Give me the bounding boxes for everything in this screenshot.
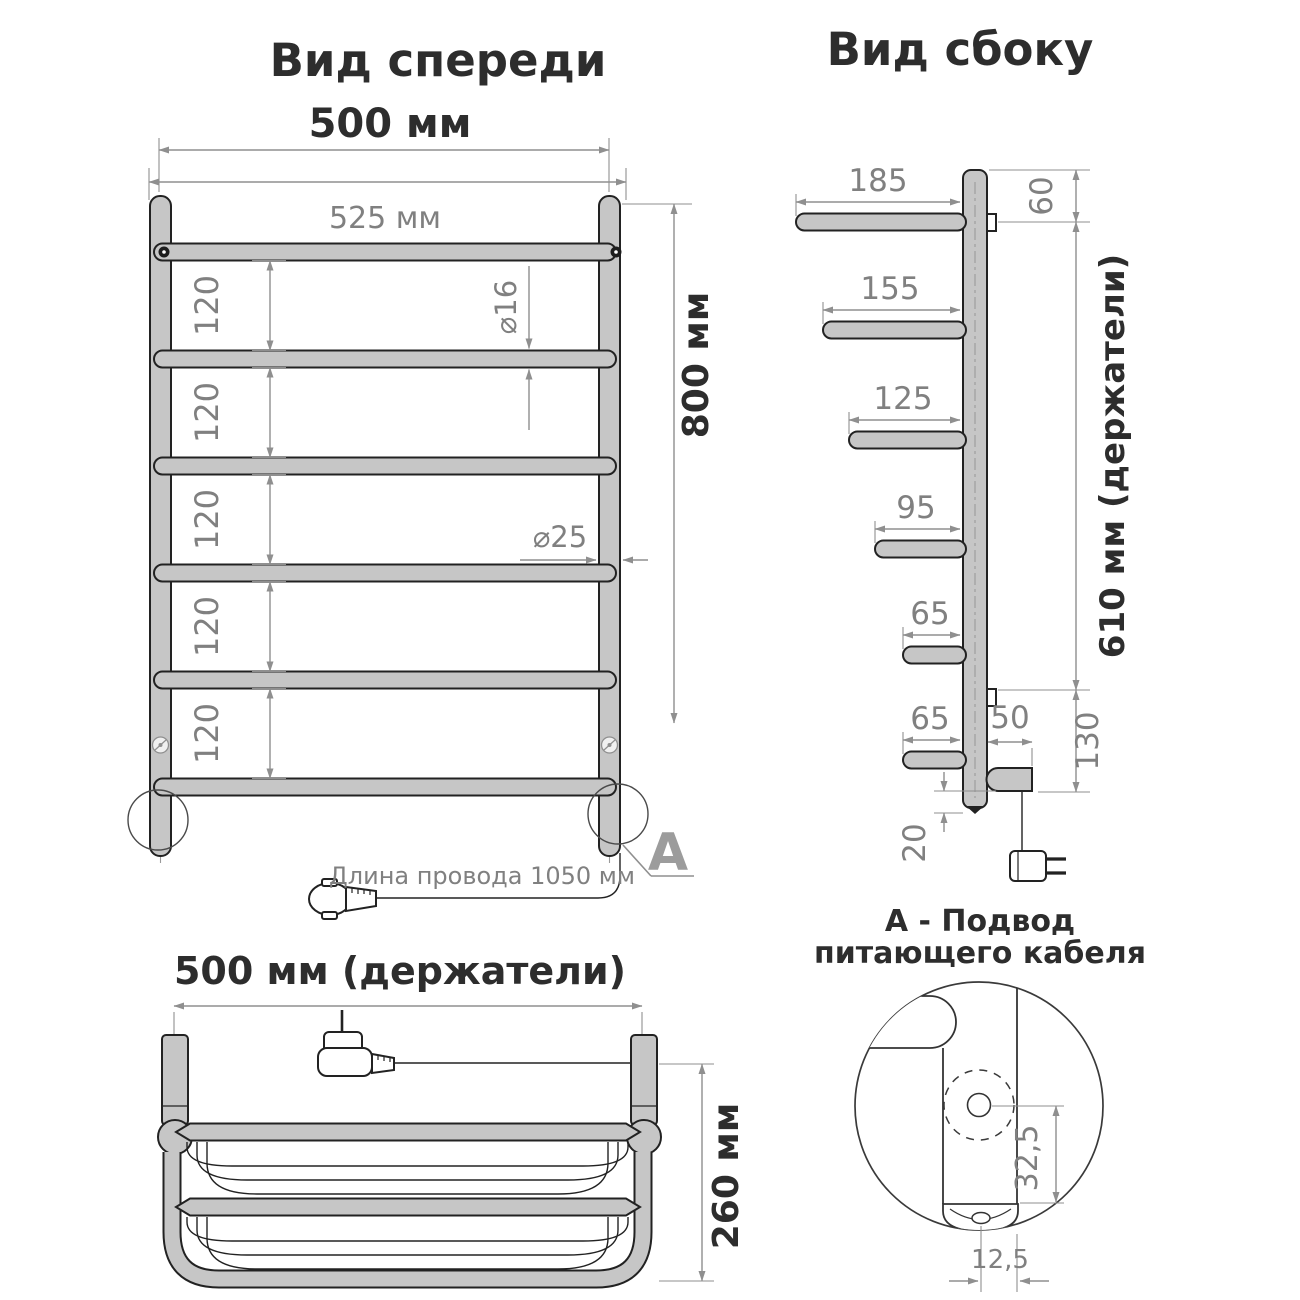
side-post-tip bbox=[966, 806, 984, 814]
front-cable bbox=[309, 853, 635, 919]
arm-length-label-2: 155 bbox=[860, 271, 920, 307]
side-dim-top-offset bbox=[989, 170, 1090, 222]
detail-dim-horizontal bbox=[949, 1226, 1049, 1292]
wall-screw-right bbox=[602, 737, 618, 753]
rung-gap-label-5: 120 bbox=[188, 702, 226, 765]
front-rail-width-label: 525 мм bbox=[328, 201, 442, 236]
side-view-title: Вид сбоку bbox=[826, 23, 1094, 76]
arm-length-label-5: 65 bbox=[910, 596, 950, 632]
front-view bbox=[128, 34, 717, 919]
front-view-title: Вид спереди bbox=[269, 34, 607, 87]
front-dim-rung-gaps bbox=[188, 261, 286, 779]
wall-screw-left bbox=[153, 737, 169, 753]
front-dim-overall-width bbox=[159, 101, 609, 192]
side-arm-6 bbox=[903, 752, 966, 769]
side-arm-1 bbox=[796, 214, 966, 231]
front-dim-height bbox=[622, 204, 717, 723]
front-left-post bbox=[150, 196, 171, 856]
top-holder-right bbox=[631, 1035, 657, 1125]
front-rung-1 bbox=[154, 244, 616, 261]
post-diameter-label: ⌀25 bbox=[532, 520, 588, 554]
front-rung-4 bbox=[154, 565, 616, 582]
top-plug-cable bbox=[318, 1010, 631, 1076]
side-dim-arms bbox=[796, 163, 960, 754]
front-right-post bbox=[599, 196, 620, 856]
front-dim-rung-diameter bbox=[489, 266, 529, 430]
rung-gap-label-3: 120 bbox=[188, 488, 226, 551]
bottom-offset-label: 130 bbox=[1070, 711, 1106, 771]
top-view-title: 500 мм (держатели) bbox=[173, 949, 627, 993]
top-offset-label: 60 bbox=[1024, 176, 1060, 216]
basket-bar-middle bbox=[176, 1199, 640, 1216]
top-dim-width bbox=[174, 1006, 642, 1048]
side-arm-5 bbox=[903, 647, 966, 664]
detail-view bbox=[814, 904, 1146, 1292]
bracket-span-label: 610 мм (держатели) bbox=[1093, 253, 1133, 659]
front-overall-width-label: 500 мм bbox=[308, 101, 472, 147]
top-holder-left bbox=[162, 1035, 188, 1125]
top-depth-label: 260 мм bbox=[706, 1102, 747, 1250]
detail-arm bbox=[850, 996, 956, 1048]
top-dim-depth bbox=[659, 1064, 747, 1281]
front-rung-5 bbox=[154, 672, 616, 689]
cable-length-label: Длина провода 1050 мм bbox=[329, 862, 635, 890]
rung-gap-label-2: 120 bbox=[188, 381, 226, 444]
heating-element-box bbox=[987, 768, 1033, 791]
side-dim-bracket-span bbox=[998, 222, 1133, 690]
power-plug-side bbox=[1010, 851, 1066, 881]
arm-length-label-3: 125 bbox=[873, 381, 933, 417]
front-rung-6 bbox=[154, 779, 616, 796]
wall-tab-top bbox=[987, 214, 996, 231]
side-arm-2 bbox=[823, 322, 966, 339]
top-view bbox=[158, 949, 747, 1281]
front-height-label: 800 мм bbox=[676, 291, 717, 439]
cable-exit-hole bbox=[972, 1213, 990, 1224]
detail-caption-line1: А - Подвод bbox=[884, 904, 1076, 939]
side-arm-3 bbox=[849, 432, 966, 449]
arm-length-label-1: 185 bbox=[848, 163, 908, 199]
rung-gap-label-4: 120 bbox=[188, 595, 226, 658]
tip-offset-label: 20 bbox=[897, 823, 933, 863]
side-dim-bottom-offset bbox=[1038, 690, 1106, 792]
detail-hole-center bbox=[968, 1094, 991, 1117]
detail-marker-letter: А bbox=[647, 823, 689, 883]
side-view bbox=[796, 23, 1133, 881]
top-basket bbox=[172, 1124, 643, 1280]
arm-length-label-6: 65 bbox=[910, 701, 950, 737]
arm-length-label-4: 95 bbox=[896, 490, 936, 526]
detail-vertical-offset-label: 32,5 bbox=[1010, 1124, 1045, 1192]
side-dim-element-offset bbox=[988, 700, 1032, 766]
rung-diameter-label: ⌀16 bbox=[489, 279, 523, 335]
detail-caption-line2: питающего кабеля bbox=[814, 936, 1146, 971]
front-dim-rail-width bbox=[149, 168, 626, 236]
front-rung-3 bbox=[154, 458, 616, 475]
element-offset-label: 50 bbox=[990, 700, 1030, 736]
rung-gap-label-1: 120 bbox=[188, 274, 226, 337]
front-rung-2 bbox=[154, 351, 616, 368]
basket-bar-top bbox=[176, 1124, 640, 1141]
side-arm-4 bbox=[875, 541, 966, 558]
heating-element bbox=[987, 768, 1067, 881]
detail-horizontal-offset-label: 12,5 bbox=[971, 1245, 1029, 1275]
front-dim-post-diameter bbox=[520, 520, 648, 560]
